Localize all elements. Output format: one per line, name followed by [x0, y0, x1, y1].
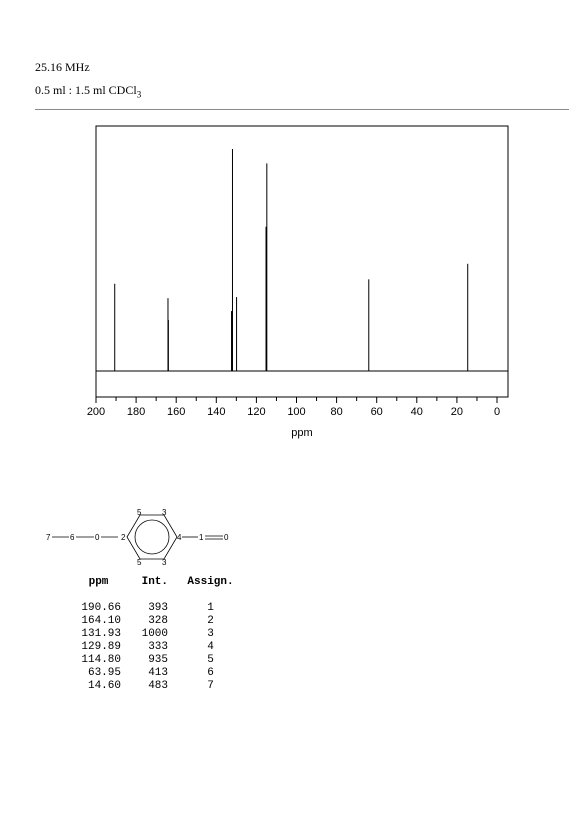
cell-intensity: 328 — [148, 615, 168, 627]
table-row — [76, 641, 253, 654]
cell-ppm: 164.10 — [81, 615, 121, 627]
table-row — [76, 602, 253, 615]
cell-ppm: 129.89 — [81, 641, 121, 653]
table-row — [76, 628, 253, 641]
cell-assignment: 7 — [207, 680, 214, 692]
tick-label: 0 — [493, 406, 501, 418]
cell-assignment: 4 — [207, 641, 214, 653]
cell-assignment: 2 — [207, 615, 214, 627]
cell-intensity: 935 — [148, 654, 168, 666]
atom-5-lower-label: 5 — [137, 558, 142, 567]
table-row — [76, 667, 253, 680]
cell-assignment: 1 — [207, 602, 214, 614]
cell-assignment: 3 — [207, 628, 214, 640]
tick-label: 40 — [410, 406, 423, 418]
atom-3-upper-label: 3 — [162, 508, 167, 517]
cell-ppm: 114.80 — [81, 654, 121, 666]
tick-label: 20 — [450, 406, 464, 418]
table-row — [76, 654, 253, 667]
header-ppm: ppm — [88, 576, 109, 588]
atom-7-label: 7 — [46, 533, 51, 542]
peak-assignment-table — [76, 576, 253, 693]
atom-6-label: 6 — [70, 533, 75, 542]
aromatic-circle — [135, 520, 169, 554]
atom-5-upper-label: 5 — [137, 508, 142, 517]
tick-label: 100 — [287, 406, 306, 418]
table-row — [76, 680, 253, 693]
atom-1-label: 1 — [199, 533, 204, 542]
cell-ppm: 63.95 — [87, 667, 121, 679]
cell-intensity: 413 — [148, 667, 168, 679]
cell-ppm: 131.93 — [81, 628, 121, 640]
cell-assignment: 6 — [207, 667, 214, 679]
cell-intensity: 393 — [148, 602, 168, 614]
table-header-row — [76, 576, 253, 602]
cell-intensity: 333 — [148, 641, 168, 653]
cell-assignment: 5 — [207, 654, 214, 666]
atom-o-ether-label: 0 — [95, 533, 100, 542]
tick-label: 200 — [86, 406, 106, 418]
solvent-subscript: 3 — [136, 89, 142, 100]
table-row — [76, 615, 253, 628]
spectrometer-frequency: 25.16 MHz — [35, 60, 90, 74]
tick-label: 80 — [330, 406, 343, 418]
atom-3-lower-label: 3 — [162, 558, 167, 567]
tick-label: 160 — [167, 406, 186, 418]
atom-o-carbonyl-label: 0 — [224, 533, 229, 542]
cell-ppm: 190.66 — [81, 602, 121, 614]
tick-label: 140 — [207, 406, 226, 418]
x-axis-label: ppm — [291, 427, 313, 439]
tick-label: 180 — [126, 406, 146, 418]
header-intensity: Int. — [141, 576, 168, 588]
cell-intensity: 483 — [148, 680, 168, 692]
benzene-ring — [127, 515, 177, 559]
atom-4-label: 4 — [177, 533, 182, 542]
tick-label: 120 — [247, 406, 266, 418]
atom-2-label: 2 — [121, 533, 126, 542]
solvent-text: 0.5 ml : 1.5 ml CDCl — [35, 83, 137, 97]
cell-ppm: 14.60 — [87, 680, 121, 692]
cell-intensity: 1000 — [141, 628, 168, 640]
header-assignment: Assign. — [187, 576, 234, 588]
tick-label: 60 — [370, 406, 383, 418]
